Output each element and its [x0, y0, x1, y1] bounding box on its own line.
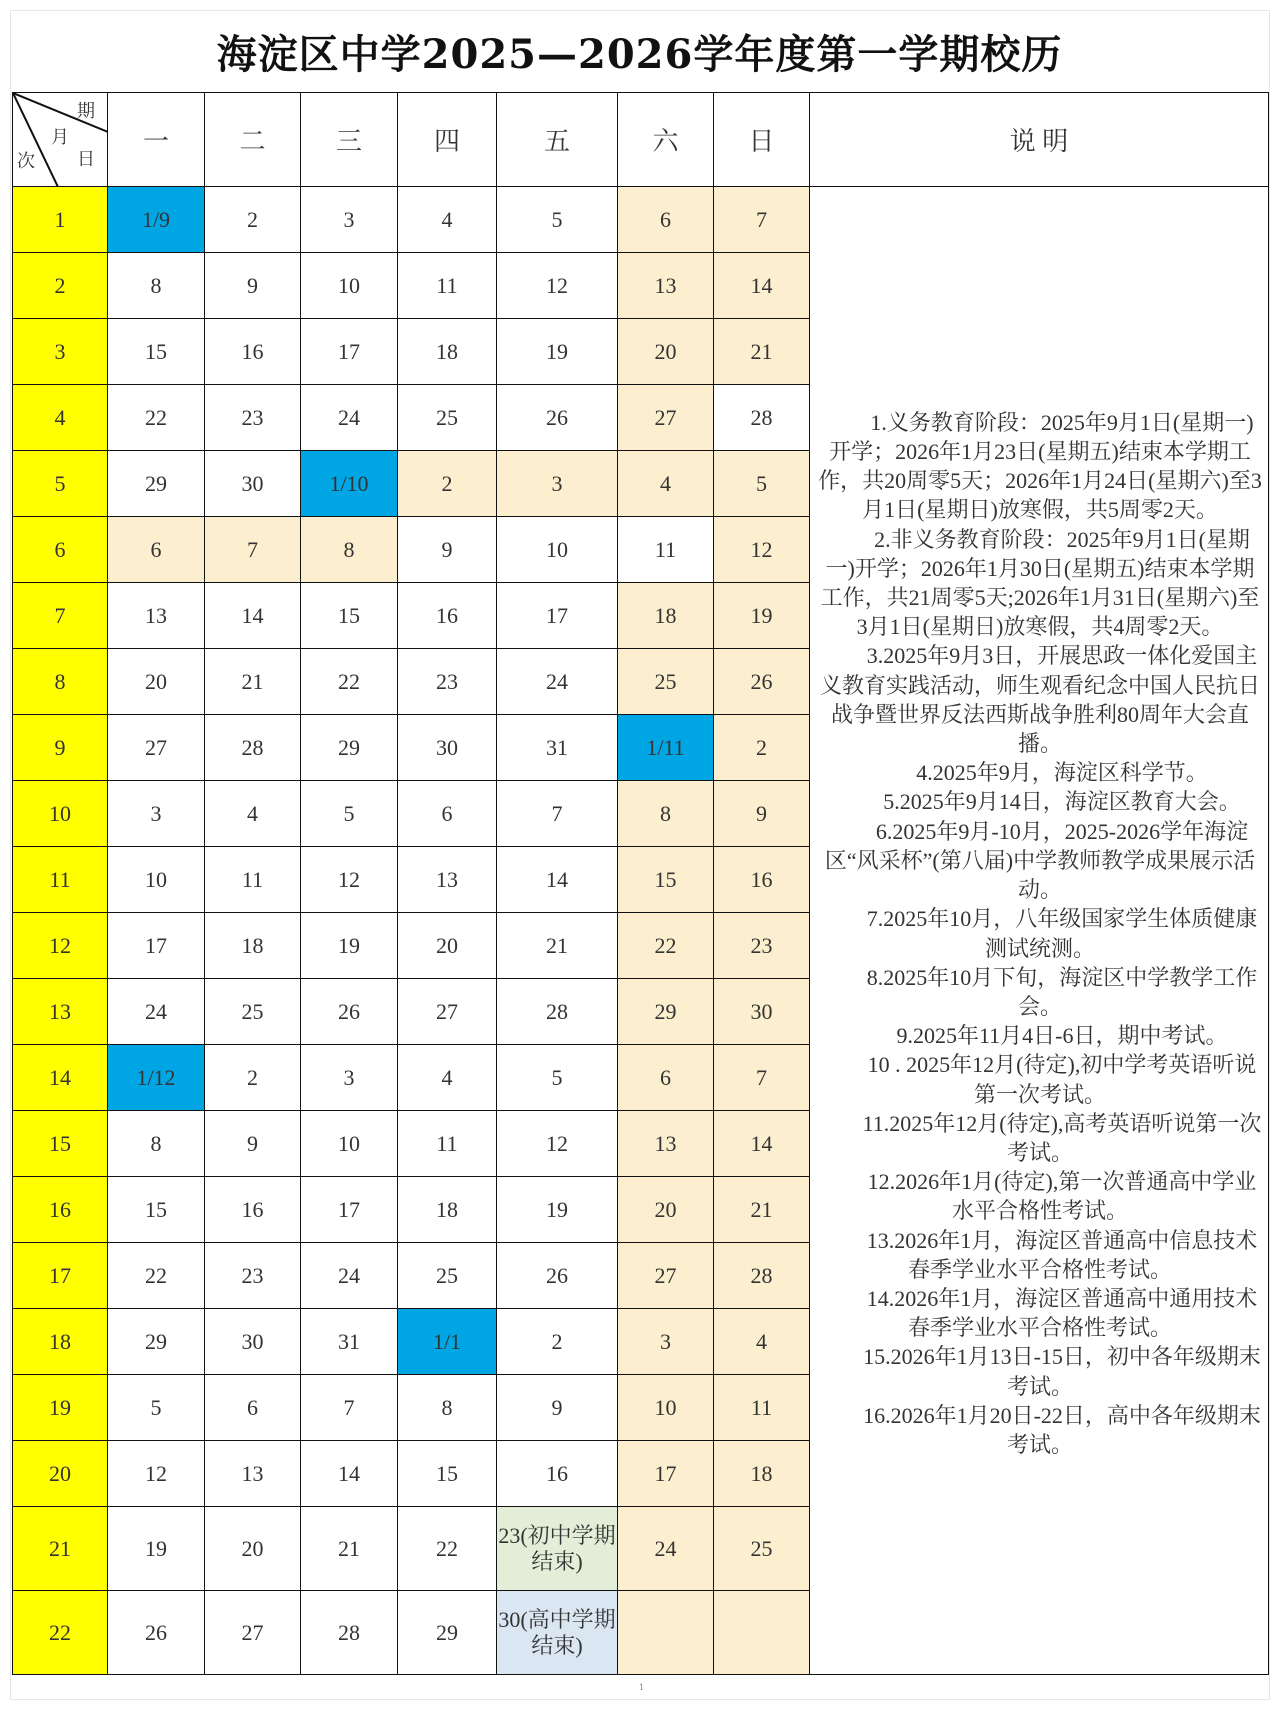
day-cell-fri: 16: [497, 1441, 618, 1507]
day-cell-tue: 27: [205, 1591, 301, 1675]
day-cell-wed: 29: [301, 715, 398, 781]
day-cell-sun: 14: [714, 253, 810, 319]
day-cell-wed: 31: [301, 1309, 398, 1375]
day-cell-fri: 24: [497, 649, 618, 715]
day-cell-sat: 20: [618, 319, 714, 385]
day-cell-sun: 28: [714, 385, 810, 451]
day-cell-sun: [714, 1591, 810, 1675]
day-cell-mon: 24: [108, 979, 205, 1045]
day-cell-wed: 3: [301, 187, 398, 253]
day-cell-sat: 27: [618, 1243, 714, 1309]
day-cell-fri: 5: [497, 1045, 618, 1111]
day-cell-wed: 17: [301, 319, 398, 385]
note-item: 4.2025年9月，海淀区科学节。: [916, 760, 1208, 786]
day-cell-thu: 27: [398, 979, 497, 1045]
week-number-cell: 18: [13, 1309, 108, 1375]
day-cell-sat: 17: [618, 1441, 714, 1507]
day-cell-sun: 16: [714, 847, 810, 913]
day-cell-sat: 13: [618, 1111, 714, 1177]
week-number-cell: 11: [13, 847, 108, 913]
day-cell-tue: 13: [205, 1441, 301, 1507]
week-row: [13, 187, 1269, 253]
week-number-cell: 14: [13, 1045, 108, 1111]
note-item: 8.2025年10月下旬，海淀区中学教学工作会。: [866, 964, 1258, 1019]
week-number-cell: 2: [13, 253, 108, 319]
day-cell-thu: 9: [398, 517, 497, 583]
day-cell-sat: 10: [618, 1375, 714, 1441]
corner-header-cell: [13, 93, 108, 187]
day-cell-tue: 6: [205, 1375, 301, 1441]
week-number-cell: 1: [13, 187, 108, 253]
week-number-cell: 22: [13, 1591, 108, 1675]
week-number-cell: 9: [13, 715, 108, 781]
day-cell-tue: 4: [205, 781, 301, 847]
day-cell-sun: 12: [714, 517, 810, 583]
day-cell-wed: 5: [301, 781, 398, 847]
day-cell-sun: 26: [714, 649, 810, 715]
day-cell-fri: 31: [497, 715, 618, 781]
day-cell-wed: 15: [301, 583, 398, 649]
day-cell-mon: 17: [108, 913, 205, 979]
day-cell-sat: 13: [618, 253, 714, 319]
day-cell-mon: 15: [108, 319, 205, 385]
day-cell-sat: [618, 1591, 714, 1675]
day-cell-tue: 30: [205, 451, 301, 517]
note-item: 16.2026年1月20日-22日，高中各年级期末考试。: [863, 1402, 1261, 1457]
week-number-cell: 21: [13, 1507, 108, 1591]
day-cell-tue: 25: [205, 979, 301, 1045]
day-cell-mon: 15: [108, 1177, 205, 1243]
note-item: 6.2025年9月-10月，2025-2026学年海淀区“风采杯”(第八届)中学教师教学成果展示活动。: [824, 818, 1256, 903]
day-cell-wed: 19: [301, 913, 398, 979]
day-cell-mon: 3: [108, 781, 205, 847]
day-cell-mon: 22: [108, 1243, 205, 1309]
notes-header: 说 明: [810, 93, 1269, 187]
week-number-cell: 12: [13, 913, 108, 979]
day-cell-thu: 15: [398, 1441, 497, 1507]
day-cell-fri: 3: [497, 451, 618, 517]
day-cell-thu: 25: [398, 1243, 497, 1309]
day-cell-mon: 22: [108, 385, 205, 451]
corner-label-week-number: 次: [17, 151, 35, 172]
day-cell-mon: 10: [108, 847, 205, 913]
day-cell-sat: 22: [618, 913, 714, 979]
day-cell-fri: 9: [497, 1375, 618, 1441]
day-cell-sun: 18: [714, 1441, 810, 1507]
day-cell-mon: 1/12: [108, 1045, 205, 1111]
day-cell-wed: 22: [301, 649, 398, 715]
weekday-wed: 三: [301, 93, 398, 187]
corner-label-month: 月: [51, 127, 69, 148]
day-cell-tue: 2: [205, 1045, 301, 1111]
day-cell-fri: 7: [497, 781, 618, 847]
day-cell-sat: 15: [618, 847, 714, 913]
day-cell-mon: 26: [108, 1591, 205, 1675]
day-cell-thu: 11: [398, 1111, 497, 1177]
day-cell-thu: 22: [398, 1507, 497, 1591]
day-cell-tue: 23: [205, 1243, 301, 1309]
day-cell-fri: 23(初中学期结束): [497, 1507, 618, 1591]
day-cell-wed: 12: [301, 847, 398, 913]
day-cell-tue: 2: [205, 187, 301, 253]
day-cell-thu: 16: [398, 583, 497, 649]
corner-label-period: 期: [77, 101, 95, 122]
day-cell-fri: 14: [497, 847, 618, 913]
day-cell-sat: 11: [618, 517, 714, 583]
weekday-thu: 四: [398, 93, 497, 187]
day-cell-fri: 21: [497, 913, 618, 979]
week-number-cell: 4: [13, 385, 108, 451]
day-cell-tue: 7: [205, 517, 301, 583]
day-cell-thu: 8: [398, 1375, 497, 1441]
day-cell-sat: 6: [618, 187, 714, 253]
day-cell-thu: 25: [398, 385, 497, 451]
day-cell-tue: 28: [205, 715, 301, 781]
day-cell-sun: 9: [714, 781, 810, 847]
day-cell-fri: 26: [497, 1243, 618, 1309]
day-cell-fri: 17: [497, 583, 618, 649]
day-cell-sun: 2: [714, 715, 810, 781]
day-cell-wed: 26: [301, 979, 398, 1045]
day-cell-tue: 18: [205, 913, 301, 979]
day-cell-wed: 14: [301, 1441, 398, 1507]
day-cell-sat: 1/11: [618, 715, 714, 781]
notes-panel: [810, 187, 1269, 1675]
note-item: 3.2025年9月3日，开展思政一体化爱国主义教育实践活动，师生观看纪念中国人民抗日战争暨世界反法西斯战争胜利80周年大会直播。: [819, 643, 1260, 757]
week-number-cell: 8: [13, 649, 108, 715]
day-cell-wed: 28: [301, 1591, 398, 1675]
day-cell-wed: 24: [301, 1243, 398, 1309]
day-cell-tue: 23: [205, 385, 301, 451]
day-cell-fri: 19: [497, 319, 618, 385]
note-item: 10 . 2025年12月(待定),初中学考英语听说第一次考试。: [867, 1052, 1257, 1107]
day-cell-fri: 12: [497, 1111, 618, 1177]
note-item: 12.2026年1月(待定),第一次普通高中学业水平合格性考试。: [867, 1169, 1257, 1224]
day-cell-fri: 5: [497, 187, 618, 253]
week-number-cell: 10: [13, 781, 108, 847]
day-cell-thu: 18: [398, 1177, 497, 1243]
day-cell-tue: 9: [205, 253, 301, 319]
day-cell-thu: 4: [398, 1045, 497, 1111]
day-cell-sat: 24: [618, 1507, 714, 1591]
day-cell-sun: 25: [714, 1507, 810, 1591]
day-cell-sun: 19: [714, 583, 810, 649]
day-cell-fri: 28: [497, 979, 618, 1045]
day-cell-fri: 30(高中学期结束): [497, 1591, 618, 1675]
day-cell-sat: 25: [618, 649, 714, 715]
day-cell-sat: 20: [618, 1177, 714, 1243]
week-number-cell: 3: [13, 319, 108, 385]
day-cell-sun: 11: [714, 1375, 810, 1441]
week-number-cell: 6: [13, 517, 108, 583]
day-cell-mon: 1/9: [108, 187, 205, 253]
note-item: 13.2026年1月，海淀区普通高中信息技术春季学业水平合格性考试。: [866, 1227, 1258, 1282]
day-cell-thu: 18: [398, 319, 497, 385]
calendar-body: [13, 187, 1269, 1675]
day-cell-mon: 29: [108, 451, 205, 517]
day-cell-mon: 12: [108, 1441, 205, 1507]
weekday-sun: 日: [714, 93, 810, 187]
day-cell-mon: 5: [108, 1375, 205, 1441]
day-cell-thu: 1/1: [398, 1309, 497, 1375]
day-cell-sun: 21: [714, 1177, 810, 1243]
school-calendar-table: [12, 92, 1269, 1675]
day-cell-wed: 3: [301, 1045, 398, 1111]
day-cell-sun: 21: [714, 319, 810, 385]
day-cell-thu: 11: [398, 253, 497, 319]
weekday-mon: 一: [108, 93, 205, 187]
day-cell-thu: 6: [398, 781, 497, 847]
day-cell-wed: 24: [301, 385, 398, 451]
day-cell-tue: 16: [205, 1177, 301, 1243]
note-item: 5.2025年9月14日，海淀区教育大会。: [883, 789, 1241, 815]
note-item: 9.2025年11月4日-6日，期中考试。: [896, 1023, 1228, 1049]
day-cell-sun: 14: [714, 1111, 810, 1177]
day-cell-wed: 1/10: [301, 451, 398, 517]
day-cell-thu: 23: [398, 649, 497, 715]
weekday-tue: 二: [205, 93, 301, 187]
note-item: 15.2026年1月13日-15日，初中各年级期末考试。: [863, 1344, 1261, 1399]
day-cell-sun: 30: [714, 979, 810, 1045]
day-cell-mon: 13: [108, 583, 205, 649]
corner-label-day: 日: [77, 149, 95, 170]
week-number-cell: 15: [13, 1111, 108, 1177]
day-cell-sat: 6: [618, 1045, 714, 1111]
day-cell-fri: 12: [497, 253, 618, 319]
day-cell-mon: 19: [108, 1507, 205, 1591]
day-cell-sun: 4: [714, 1309, 810, 1375]
day-cell-thu: 30: [398, 715, 497, 781]
week-number-cell: 5: [13, 451, 108, 517]
day-cell-sat: 18: [618, 583, 714, 649]
day-cell-tue: 21: [205, 649, 301, 715]
day-cell-mon: 20: [108, 649, 205, 715]
page-title: 海淀区中学2025—2026学年度第一学期校历: [216, 31, 1063, 78]
week-number-cell: 13: [13, 979, 108, 1045]
day-cell-sat: 3: [618, 1309, 714, 1375]
weekday-sat: 六: [618, 93, 714, 187]
day-cell-wed: 21: [301, 1507, 398, 1591]
day-cell-sun: 23: [714, 913, 810, 979]
day-cell-wed: 7: [301, 1375, 398, 1441]
day-cell-wed: 17: [301, 1177, 398, 1243]
day-cell-tue: 30: [205, 1309, 301, 1375]
page-number: 1: [639, 1683, 645, 1692]
day-cell-sat: 29: [618, 979, 714, 1045]
day-cell-sun: 28: [714, 1243, 810, 1309]
day-cell-mon: 27: [108, 715, 205, 781]
day-cell-fri: 10: [497, 517, 618, 583]
note-item: 14.2026年1月，海淀区普通高中通用技术春季学业水平合格性考试。: [866, 1285, 1258, 1341]
day-cell-mon: 8: [108, 253, 205, 319]
note-item: 1.义务教育阶段：2025年9月1日(星期一)开学；2026年1月23日(星期五)结束本学期工作，共20周零5天；2026年1月24日(星期六)至3月1日(星期日)放寒假，共5周零2天。: [818, 409, 1262, 523]
week-number-cell: 7: [13, 583, 108, 649]
day-cell-fri: 2: [497, 1309, 618, 1375]
day-cell-sat: 27: [618, 385, 714, 451]
day-cell-thu: 13: [398, 847, 497, 913]
day-cell-tue: 20: [205, 1507, 301, 1591]
day-cell-sun: 7: [714, 187, 810, 253]
day-cell-thu: 20: [398, 913, 497, 979]
day-cell-fri: 26: [497, 385, 618, 451]
day-cell-tue: 16: [205, 319, 301, 385]
day-cell-tue: 14: [205, 583, 301, 649]
weekday-fri: 五: [497, 93, 618, 187]
day-cell-mon: 29: [108, 1309, 205, 1375]
note-item: 2.非义务教育阶段：2025年9月1日(星期一)开学；2026年1月30日(星期五)结束本学期工作，共21周零5天;2026年1月31日(星期六)至3月1日(星期日)放寒假，共4周零2天。: [820, 526, 1260, 640]
day-cell-tue: 9: [205, 1111, 301, 1177]
header-row: [13, 93, 1269, 187]
day-cell-tue: 11: [205, 847, 301, 913]
day-cell-sat: 4: [618, 451, 714, 517]
week-number-cell: 19: [13, 1375, 108, 1441]
day-cell-wed: 10: [301, 253, 398, 319]
week-number-cell: 17: [13, 1243, 108, 1309]
note-item: 11.2025年12月(待定),高考英语听说第一次考试。: [862, 1110, 1262, 1165]
day-cell-wed: 8: [301, 517, 398, 583]
note-item: 7.2025年10月，八年级国家学生体质健康测试统测。: [866, 906, 1258, 961]
day-cell-sun: 7: [714, 1045, 810, 1111]
day-cell-sat: 8: [618, 781, 714, 847]
day-cell-thu: 29: [398, 1591, 497, 1675]
day-cell-wed: 10: [301, 1111, 398, 1177]
week-number-cell: 20: [13, 1441, 108, 1507]
day-cell-sun: 5: [714, 451, 810, 517]
day-cell-fri: 19: [497, 1177, 618, 1243]
day-cell-thu: 4: [398, 187, 497, 253]
day-cell-thu: 2: [398, 451, 497, 517]
week-number-cell: 16: [13, 1177, 108, 1243]
day-cell-mon: 6: [108, 517, 205, 583]
day-cell-mon: 8: [108, 1111, 205, 1177]
